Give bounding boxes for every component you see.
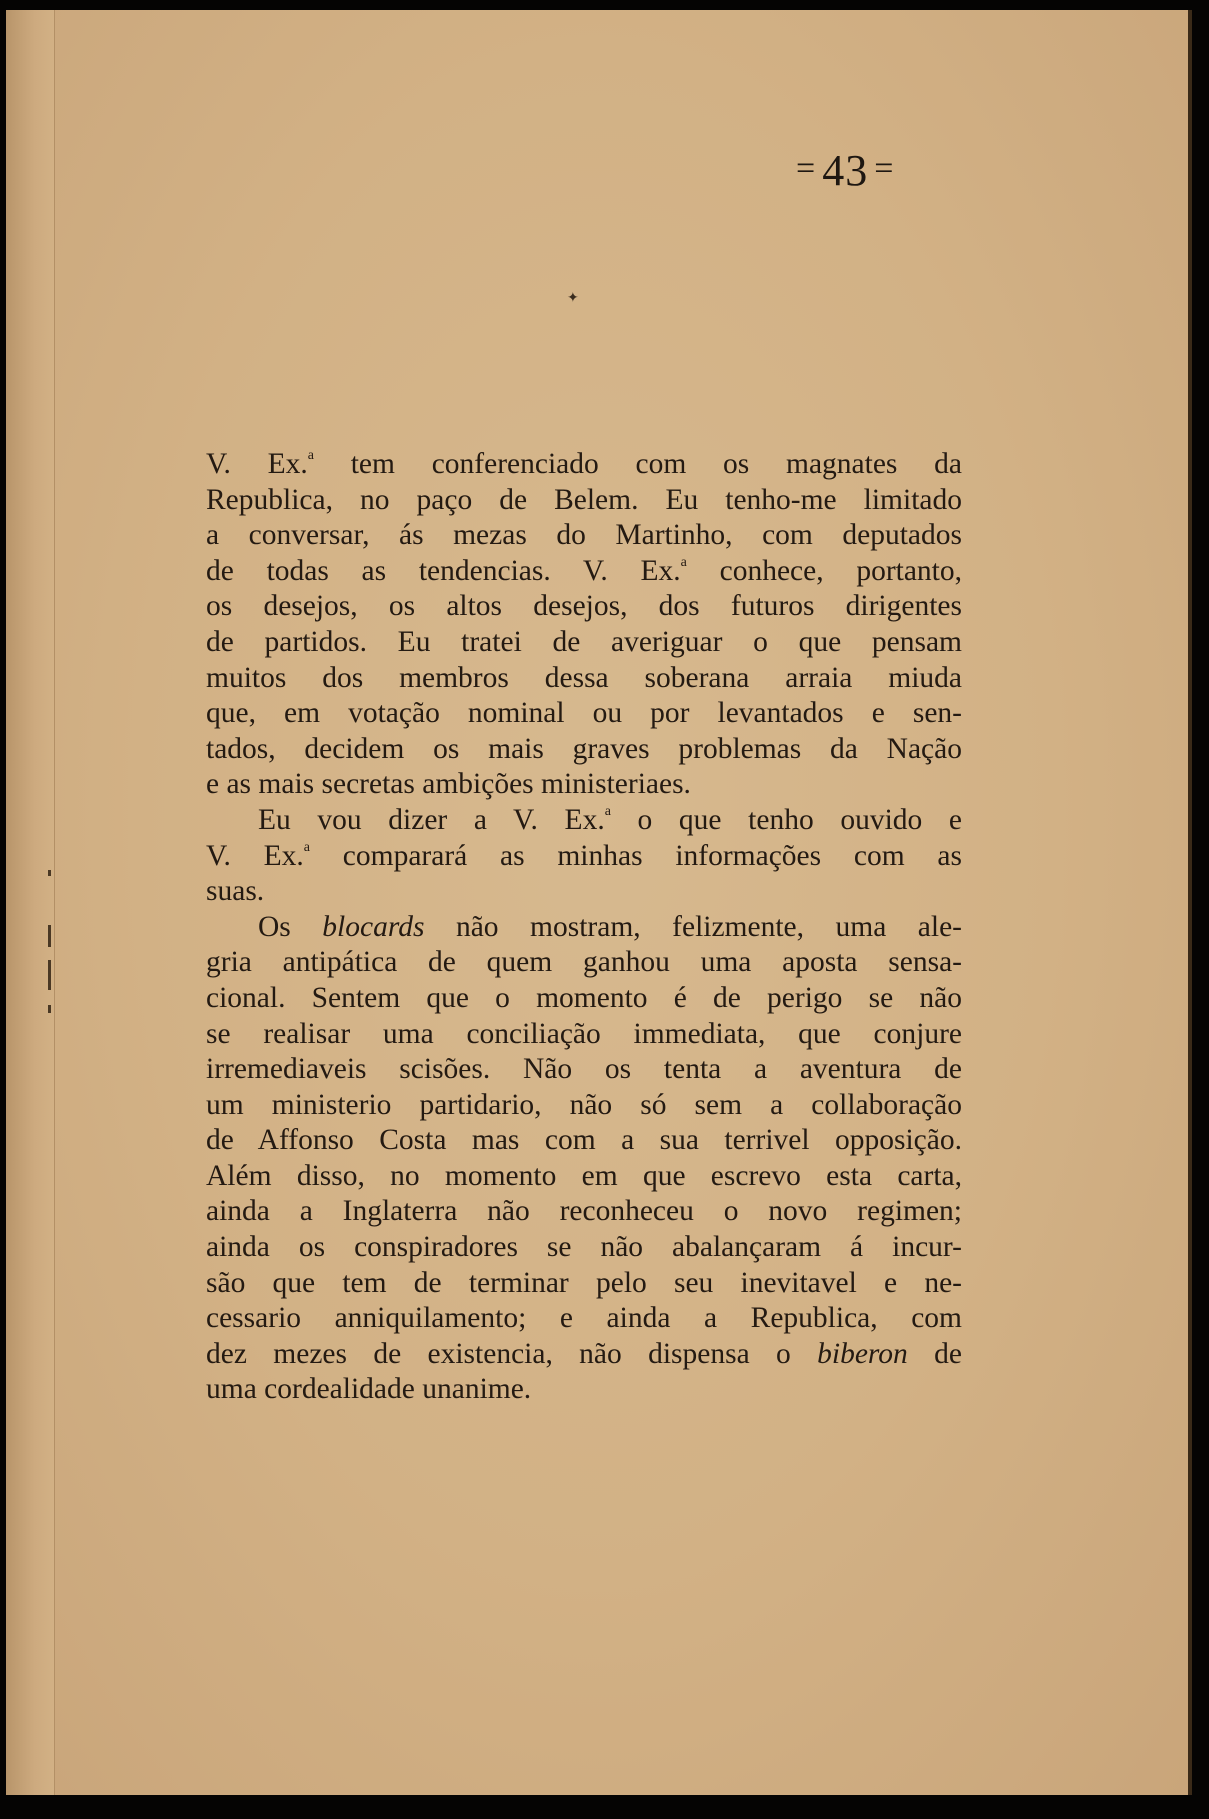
- binding-mark: [48, 870, 51, 876]
- text-line: [206, 874, 962, 910]
- text-line: [206, 981, 962, 1017]
- page-gutter: [6, 10, 55, 1795]
- text-run: de partidos. Eu tratei de averiguar o que pensam: [206, 625, 962, 658]
- text-run: são que tem de terminar pelo seu inevitavel e ne-: [206, 1266, 962, 1299]
- text-run: tados, decidem os mais graves problemas da Nação: [206, 732, 962, 765]
- text-line: [206, 447, 962, 483]
- paragraph: [206, 447, 962, 803]
- page-number-rule-right: =: [874, 150, 895, 187]
- binding-mark: [48, 1005, 51, 1013]
- text-run: ainda a Inglaterra não reconheceu o novo regimen;: [206, 1195, 962, 1228]
- text-line: [206, 589, 962, 625]
- text-run: V. Ex.: [206, 448, 308, 480]
- text-line: [206, 1301, 962, 1337]
- text-line: [206, 839, 962, 875]
- text-run: ainda os conspiradores se não abalançaram á incur-: [206, 1231, 962, 1264]
- text-run: não mostram, felizmente, uma ale-: [424, 910, 962, 943]
- text-run: Republica, no paço de Belem. Eu tenho-me limitado: [206, 483, 962, 516]
- text-line: [206, 1159, 962, 1195]
- text-line: [206, 945, 962, 981]
- superscript: a: [303, 839, 311, 855]
- text-run: dez mezes de existencia, não dispensa o: [206, 1337, 818, 1370]
- text-run: gria antipática de quem ganhou uma aposta sensa-: [206, 946, 962, 979]
- page-number-value: 43: [822, 146, 869, 195]
- text-run: que, em votação nominal ou por levantados e sen-: [206, 697, 962, 730]
- superscript: a: [604, 803, 611, 819]
- text-run: o que tenho ouvido e: [610, 803, 962, 836]
- text-run: se realisar uma conciliação immediata, que conjure: [206, 1017, 962, 1050]
- page-number: [790, 145, 900, 196]
- text-line: [206, 661, 962, 697]
- text-line: [206, 803, 962, 839]
- text-line: [206, 696, 962, 732]
- text-line: [206, 1123, 962, 1159]
- text-line: [206, 554, 962, 590]
- text-run: tem conferenciado com os magnates da: [313, 448, 962, 480]
- text-line: [206, 910, 962, 946]
- text-line: [206, 1230, 962, 1266]
- text-run: Eu vou dizer a V. Ex.: [258, 803, 605, 836]
- text-run: cional. Sentem que o momento é de perigo se não: [206, 981, 962, 1014]
- stray-ink-mark: ✦: [567, 290, 579, 306]
- text-run: de Affonso Costa mas com a sua terrivel opposição.: [206, 1124, 962, 1157]
- text-line: [206, 767, 962, 803]
- text-line: [206, 1088, 962, 1124]
- binding-mark: [48, 925, 51, 947]
- superscript: a: [680, 554, 687, 570]
- text-run: de todas as tendencias. V. Ex.: [206, 554, 681, 587]
- text-run: Os: [258, 910, 323, 943]
- superscript: a: [307, 448, 314, 463]
- text-line: [206, 732, 962, 768]
- binding-mark: [48, 960, 51, 990]
- text-line: [206, 483, 962, 519]
- text-line: [206, 625, 962, 661]
- text-line: [206, 1017, 962, 1053]
- paragraph: [206, 910, 962, 1408]
- text-run: de: [907, 1337, 962, 1370]
- text-run: muitos dos membros dessa soberana arraia miuda: [206, 661, 962, 694]
- italic-term: biberon: [817, 1337, 908, 1370]
- text-line: [206, 1194, 962, 1230]
- text-run: comparará as minhas informações com as: [310, 839, 963, 872]
- text-line: [206, 518, 962, 554]
- page-number-rule-left: =: [796, 150, 817, 187]
- text-run: um ministerio partidario, não só sem a collaboração: [206, 1088, 962, 1121]
- text-run: cessario anniquilamento; e ainda a Republica, com: [206, 1302, 962, 1335]
- text-run: os desejos, os altos desejos, dos futuros dirigentes: [206, 590, 962, 623]
- text-run: uma cordealidade unanime.: [206, 1373, 532, 1406]
- text-run: suas.: [206, 875, 265, 908]
- text-run: a conversar, ás mezas do Martinho, com deputados: [206, 519, 962, 552]
- text-line: [206, 1266, 962, 1302]
- italic-term: blocards: [322, 910, 425, 943]
- text-line: [206, 1337, 962, 1373]
- text-line: [206, 1052, 962, 1088]
- text-run: Além disso, no momento em que escrevo esta carta,: [206, 1159, 962, 1192]
- text-run: V. Ex.: [206, 839, 304, 872]
- body-text: [206, 447, 962, 1408]
- text-line: [206, 1372, 962, 1408]
- paragraph: [206, 803, 962, 910]
- text-run: irremediaveis scisões. Não os tenta a aventura de: [206, 1053, 962, 1086]
- text-run: e as mais secretas ambições ministeriaes.: [206, 768, 691, 801]
- text-run: conhece, portanto,: [686, 554, 963, 587]
